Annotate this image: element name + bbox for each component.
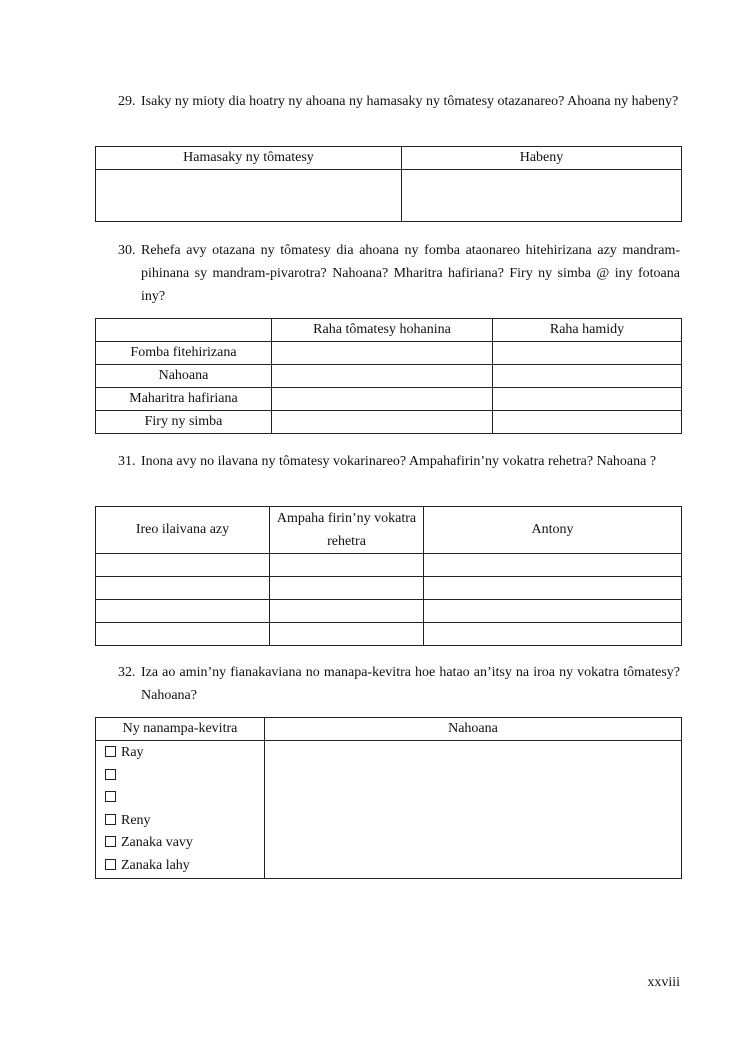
- answer-cell[interactable]: [493, 342, 682, 365]
- answer-cell[interactable]: [493, 411, 682, 434]
- table-q29: [95, 146, 682, 222]
- option-reny[interactable]: [96, 810, 264, 833]
- answer-cell[interactable]: [96, 577, 270, 600]
- option-blank[interactable]: [96, 787, 264, 810]
- question-32: [118, 661, 680, 707]
- header-hamidy: Raha hamidy: [493, 319, 682, 342]
- answer-cell[interactable]: [402, 170, 682, 222]
- answer-cell[interactable]: [96, 554, 270, 577]
- header-hamasaky: Hamasaky ny tômatesy: [96, 147, 402, 170]
- question-text: Inona avy no ilavana ny tômatesy vokarinareo? Ampahafirin’ny vokatra rehetra? Nahoana ?: [141, 454, 657, 469]
- options-cell: [96, 741, 265, 879]
- answer-cell[interactable]: [424, 577, 682, 600]
- question-number: 30.: [118, 243, 136, 258]
- answer-cell[interactable]: [424, 600, 682, 623]
- question-number: 31.: [118, 454, 136, 469]
- answer-cell[interactable]: [270, 554, 424, 577]
- checkbox-icon[interactable]: [105, 769, 116, 780]
- answer-cell[interactable]: [493, 388, 682, 411]
- question-text: Rehefa avy otazana ny tômatesy dia ahoana ny fomba ataonareo hitehirizana azy mandram-pihinana sy mandram-pivarotra? Nahoana? Mharitra hafiriana? Firy ny simba @ iny fotoana iny?: [141, 243, 680, 304]
- page-number: xxviii: [647, 975, 680, 990]
- option-label: Reny: [121, 812, 151, 828]
- option-label: Zanaka vavy: [121, 835, 193, 850]
- question-29: [118, 90, 680, 113]
- header-antony: Antony: [424, 507, 682, 554]
- table-q32: [95, 717, 682, 879]
- answer-cell[interactable]: [270, 623, 424, 646]
- option-zanaka-vavy[interactable]: [96, 832, 264, 855]
- checkbox-icon[interactable]: [105, 859, 116, 870]
- answer-cell[interactable]: [270, 600, 424, 623]
- question-number: 32.: [118, 665, 136, 680]
- option-label: Zanaka lahy: [121, 857, 190, 873]
- checkbox-icon[interactable]: [105, 791, 116, 802]
- header-empty: [96, 319, 272, 342]
- header-habeny: Habeny: [402, 147, 682, 170]
- table-q31: [95, 506, 682, 646]
- answer-cell[interactable]: [272, 365, 493, 388]
- question-31: [118, 450, 680, 473]
- answer-cell[interactable]: [424, 623, 682, 646]
- row-label: Firy ny simba: [96, 411, 272, 434]
- answer-cell[interactable]: [272, 342, 493, 365]
- header-nanampa-kevitra: Ny nanampa-kevitra: [96, 718, 265, 741]
- option-zanaka-lahy[interactable]: [96, 855, 264, 878]
- option-ray[interactable]: [96, 742, 264, 765]
- checkbox-icon[interactable]: [105, 746, 116, 757]
- header-nahoana: Nahoana: [265, 718, 682, 741]
- checkbox-icon[interactable]: [105, 836, 116, 847]
- answer-cell[interactable]: [493, 365, 682, 388]
- answer-cell[interactable]: [96, 623, 270, 646]
- checkbox-icon[interactable]: [105, 814, 116, 825]
- header-hohanina: Raha tômatesy hohanina: [272, 319, 493, 342]
- answer-cell[interactable]: [272, 411, 493, 434]
- answer-cell[interactable]: [270, 577, 424, 600]
- header-ampaha: Ampaha firin’ny vokatra rehetra: [270, 507, 424, 554]
- answer-cell[interactable]: [96, 170, 402, 222]
- answer-cell[interactable]: [96, 600, 270, 623]
- row-label: Maharitra hafiriana: [96, 388, 272, 411]
- option-label: Ray: [121, 745, 144, 760]
- table-q30: [95, 318, 682, 434]
- answer-cell[interactable]: [424, 554, 682, 577]
- option-blank[interactable]: [96, 765, 264, 788]
- question-30: [118, 239, 680, 308]
- question-number: 29.: [118, 94, 136, 109]
- answer-cell[interactable]: [272, 388, 493, 411]
- question-text: Iza ao amin’ny fianakaviana no manapa-kevitra hoe hatao an’itsy na iroa ny vokatra tômatesy? Nahoana?: [141, 665, 680, 703]
- answer-cell[interactable]: [265, 741, 682, 879]
- header-ilaivana: Ireo ilaivana azy: [96, 507, 270, 554]
- row-label: Fomba fitehirizana: [96, 342, 272, 365]
- question-text: Isaky ny mioty dia hoatry ny ahoana ny hamasaky ny tômatesy otazanareo? Ahoana ny habeny?: [141, 94, 679, 109]
- row-label: Nahoana: [96, 365, 272, 388]
